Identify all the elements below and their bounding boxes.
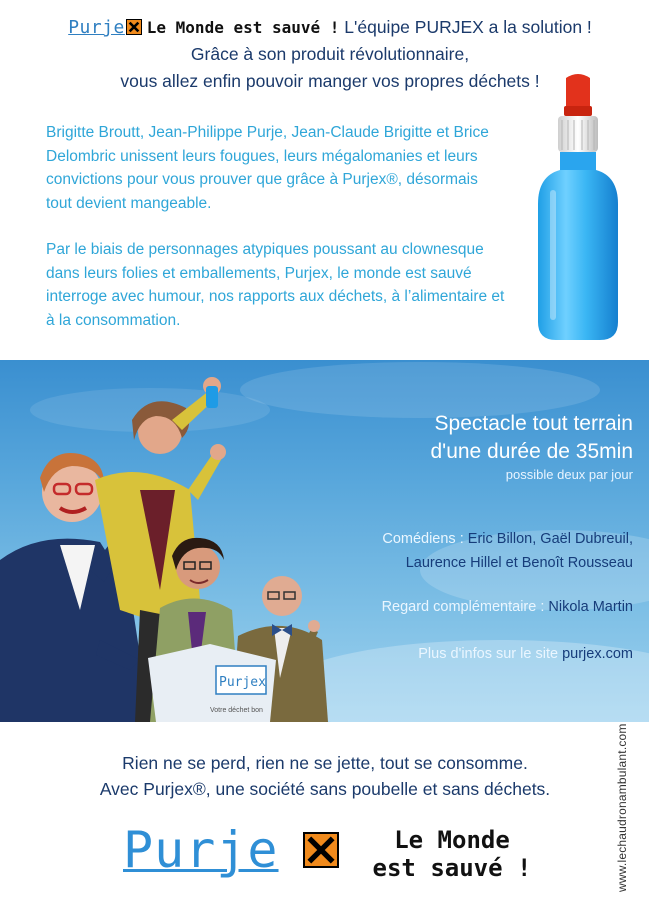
tagline xyxy=(40,750,610,802)
site-link[interactable]: purjex.com xyxy=(562,646,633,662)
actors-block xyxy=(333,527,633,575)
slogan-line-1: Le Monde xyxy=(394,826,510,854)
slogan-line-2: est sauvé ! xyxy=(372,854,532,882)
slogan-small: Le Monde est sauvé ! xyxy=(146,18,340,37)
logo-word: Purje xyxy=(123,821,279,879)
brand-logo-small: Purje xyxy=(68,17,125,38)
logo-slogan xyxy=(362,826,542,882)
tagline-line-1: Rien ne se perd, rien ne se jette, tout se consomme. xyxy=(122,753,528,773)
vertical-website-url[interactable]: www.lechaudronambulant.com xyxy=(615,723,629,892)
headline-line3: vous allez enfin pouvoir manger vos propres déchets ! xyxy=(120,71,540,91)
info-title-2: d'une durée de 35min xyxy=(430,440,633,463)
site-block xyxy=(333,642,633,666)
headline-line2: Grâce à son produit révolutionnaire, xyxy=(190,44,470,64)
actors-line-2: Laurence Hillel et Benoît Rousseau xyxy=(405,555,633,571)
headline-line1: L'équipe PURJEX a la solution ! xyxy=(339,17,592,37)
purjex-sign xyxy=(148,644,276,722)
tagline-line-2: Avec Purjex®, une société sans poubelle et sans déchets. xyxy=(99,779,551,799)
regard-value: Nikola Martin xyxy=(548,599,633,615)
logo-hazard-x-icon xyxy=(303,832,339,868)
show-info xyxy=(333,410,633,484)
purjex-logo xyxy=(123,820,279,886)
info-subtitle: possible deux par jour xyxy=(505,467,633,482)
footer-section xyxy=(0,722,649,914)
info-title-1: Spectacle tout terrain xyxy=(434,412,633,435)
sign-caption-text: Votre déchet bon xyxy=(210,707,263,714)
actors-line-1: Eric Billon, Gaël Dubreuil, xyxy=(467,531,633,547)
regard-block xyxy=(333,595,633,619)
hazard-x-icon xyxy=(126,19,142,35)
intro-section xyxy=(0,0,649,360)
actors-label: Comédiens : xyxy=(382,531,468,547)
intro-paragraph-1: Brigitte Broutt, Jean-Philippe Purje, Jean-Claude Brigitte et Brice Delombric unissent leurs fougues, leurs mégalomanies et leurs convictions pour vous prouver que grâce à Purjex®, désormais tout devient mangeable. xyxy=(46,124,489,212)
regard-label: Regard complémentaire : xyxy=(381,599,549,615)
site-label: Plus d'infos sur le site xyxy=(418,646,563,662)
intro-paragraph-2: Par le biais de personnages atypiques poussant au clownesque dans leurs folies et emballements, Purjex, le monde est sauvé interroge avec humour, nos rapports aux déchets, à l’alimentaire et à la consommation. xyxy=(46,241,505,329)
photo-band xyxy=(0,360,649,722)
dropper-bottle-image xyxy=(530,72,626,344)
sign-brand-text: Purjex xyxy=(219,675,266,690)
